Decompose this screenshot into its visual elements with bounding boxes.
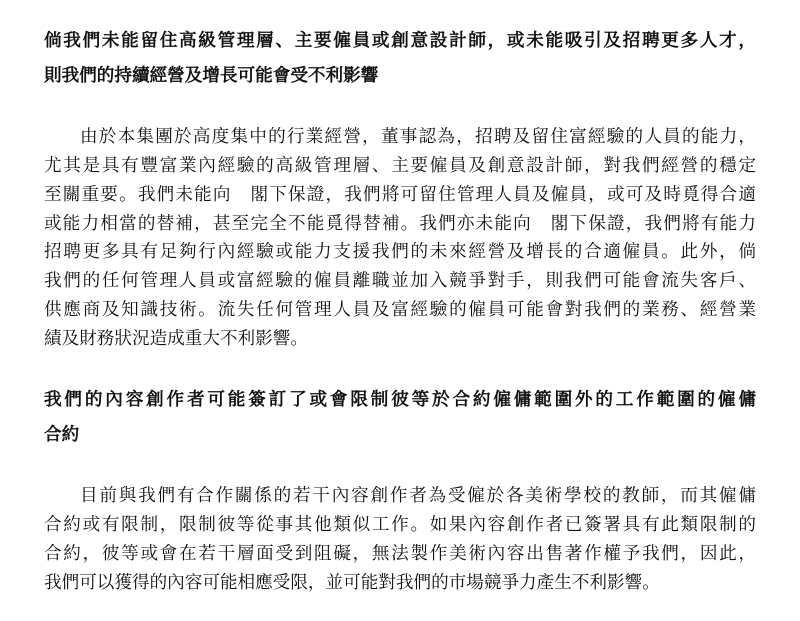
section-1-heading-line-2: 則我們的持續經營及增長可能會受不利影響 xyxy=(44,65,379,86)
section-2-paragraph-line-4: 我們可以獲得的內容可能相應受限，並可能對我們的市場競爭力產生不利影響。 xyxy=(44,573,660,593)
section-1-paragraph-line-3: 至關重要。我們未能向 閣下保證，我們將可留住管理人員及僱員，或可及時覓得合適 xyxy=(44,185,756,205)
section-1-paragraph-line-5: 招聘更多具有足夠行內經驗或能力支援我們的未來經營及增長的合適僱員。此外，倘 xyxy=(44,242,756,262)
section-1-paragraph-line-6: 我們的任何管理人員或富經驗的僱員離職並加入競爭對手，則我們可能會流失客戶、 xyxy=(44,271,756,291)
section-1-paragraph-line-8: 績及財務狀況造成重大不利影響。 xyxy=(44,329,308,349)
section-1-paragraph-line-4: 或能力相當的替補，甚至完全不能覓得替補。我們亦未能向 閣下保證，我們將有能力 xyxy=(44,214,756,234)
section-2-paragraph-line-1: 目前與我們有合作關係的若干內容創作者為受僱於各美術學校的教師，而其僱傭 xyxy=(80,486,756,506)
section-2-heading-line-2: 合約 xyxy=(44,424,80,445)
section-1-heading-line-1: 倘我們未能留住高級管理層、主要僱員或創意設計師，或未能吸引及招聘更多人才， xyxy=(44,30,756,51)
section-2-paragraph-line-3: 合約，彼等或會在若干層面受到阻礙，無法製作美術內容出售著作權予我們，因此， xyxy=(44,544,756,564)
section-2-heading-line-1: 我們的內容創作者可能簽訂了或會限制彼等於合約僱傭範圍外的工作範圍的僱傭 xyxy=(44,389,756,410)
section-2-paragraph-line-2: 合約或有限制，限制彼等從事其他類似工作。如果內容創作者已簽署具有此類限制的 xyxy=(44,515,756,535)
section-1-paragraph-line-1: 由於本集團於高度集中的行業經營，董事認為，招聘及留住富經驗的人員的能力， xyxy=(80,127,756,147)
section-1-paragraph-line-2: 尤其是具有豐富業內經驗的高級管理層、主要僱員及創意設計師，對我們經營的穩定 xyxy=(44,156,756,176)
section-1-paragraph-line-7: 供應商及知識技術。流失任何管理人員及富經驗的僱員可能會對我們的業務、經營業 xyxy=(44,300,756,320)
